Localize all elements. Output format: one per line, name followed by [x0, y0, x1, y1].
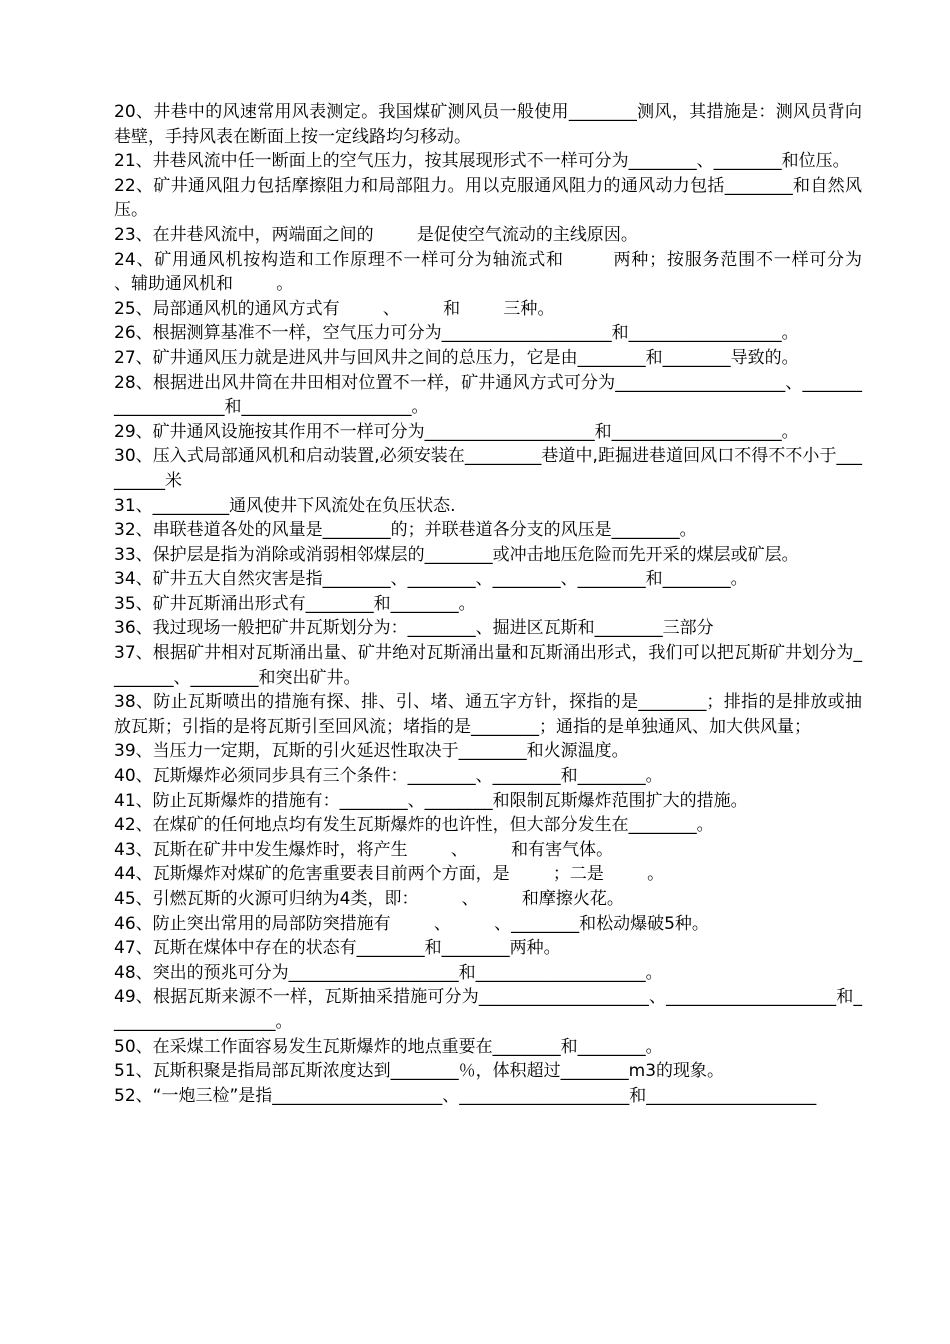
question-36: 36、我过现场一般把矿井瓦斯划分为：________、掘进区瓦斯和________三部分 [114, 618, 714, 639]
question-28: 28、根据进出风井筒在井田相对位置不一样，矿井通风方式可分为____________________、____________________和____________________。 [114, 372, 862, 418]
question-37: 37、根据矿井相对瓦斯涌出量、矿井绝对瓦斯涌出量和瓦斯涌出形式，我们可以把瓦斯矿井划分为________、________和突出矿井。 [114, 643, 862, 688]
question-40: 40、瓦斯爆炸必须同步具有三个条件：________、________和________。 [114, 766, 663, 787]
question-50: 50、在采煤工作面容易发生瓦斯爆炸的地点重要在________和________。 [114, 1036, 663, 1057]
question-44: 44、瓦斯爆炸对煤矿的危害重要表目前两个方面，是 ；二是 。 [114, 864, 665, 885]
question-31: 31、_________通风使井下风流处在负压状态. [114, 495, 456, 516]
question-43: 43、瓦斯在矿井中发生爆炸时，将产生 、 和有害气体。 [114, 839, 614, 860]
question-33: 33、保护层是指为消除或消弱相邻煤层的________或冲击地压危险而先开采的煤层或矿层。 [114, 544, 799, 565]
question-38: 38、防止瓦斯喷出的措施有探、排、引、堵、通五字方针，探指的是________；排指的是排放或抽放瓦斯；引指的是将瓦斯引至回风流；堵指的是________；通指的是单独通风、加大供风量； [114, 692, 862, 737]
question-41: 41、防止瓦斯爆炸的措施有：________、________和限制瓦斯爆炸范围扩大的措施。 [114, 790, 748, 811]
question-45: 45、引燃瓦斯的火源可归纳为4类，即： 、 和摩擦火花。 [114, 889, 624, 909]
question-34: 34、矿井五大自然灾害是指________、________、________、________和________。 [114, 569, 748, 590]
question-24: 24、矿用通风机按构造和工作原理不一样可分为轴流式和 两种；按服务范围不一样可分为 、辅助通风机和 。 [114, 249, 906, 295]
question-21: 21、井巷风流中任一断面上的空气压力，按其展现形式不一样可分为________、________和位压。 [114, 151, 850, 172]
question-42: 42、在煤矿的任何地点均有发生瓦斯爆炸的也许性，但大部分发生在________。 [114, 815, 714, 836]
question-32: 32、串联巷道各处的风量是________的；并联巷道各分支的风压是________。 [114, 520, 697, 541]
question-35: 35、矿井瓦斯涌出形式有________和________。 [114, 593, 476, 614]
question-list [114, 100, 906, 1108]
question-27: 27、矿井通风压力就是进风井与回风井之间的总压力，它是由________和________导致的。 [114, 347, 799, 368]
question-52: 52、“一炮三检”是指____________________、____________________和____________________ [114, 1085, 817, 1106]
question-23: 23、在井巷风流中，两端面之间的 是促使空气流动的主线原因。 [114, 224, 638, 245]
question-51: 51、瓦斯积聚是指局部瓦斯浓度达到________％，体积超过________m3的现象。 [114, 1061, 725, 1082]
question-39: 39、当压力一定期，瓦斯的引火延迟性取决于________和火源温度。 [114, 741, 629, 762]
question-46: 46、防止突出常用的局部防突措施有 、 、________和松动爆破5种。 [114, 913, 709, 934]
question-47: 47、瓦斯在煤体中存在的状态有________和________两种。 [114, 938, 561, 959]
question-22: 22、矿井通风阻力包括摩擦阻力和局部阻力。用以克服通风阻力的通风动力包括________和自然风压。 [114, 175, 862, 221]
question-49: 49、根据瓦斯来源不一样，瓦斯抽采措施可分为____________________、____________________和____________________。 [114, 987, 862, 1032]
question-20: 20、井巷中的风速常用风表测定。我国煤矿测风员一般使用________测风，其措施是：测风员背向巷壁，手持风表在断面上按一定线路均匀移动。 [114, 102, 862, 147]
question-25: 25、局部通风机的通风方式有 、 和 三种。 [114, 298, 555, 319]
question-26: 26、根据测算基准不一样，空气压力可分为____________________和__________________。 [114, 323, 799, 344]
question-30: 30、压入式局部通风机和启动装置,必须安装在_________巷道中,距掘进巷道回风口不得不不小于_________米 [114, 446, 862, 491]
question-29: 29、矿井通风设施按其作用不一样可分为____________________和____________________。 [114, 421, 799, 442]
question-48: 48、突出的预兆可分为____________________和____________________。 [114, 962, 663, 983]
